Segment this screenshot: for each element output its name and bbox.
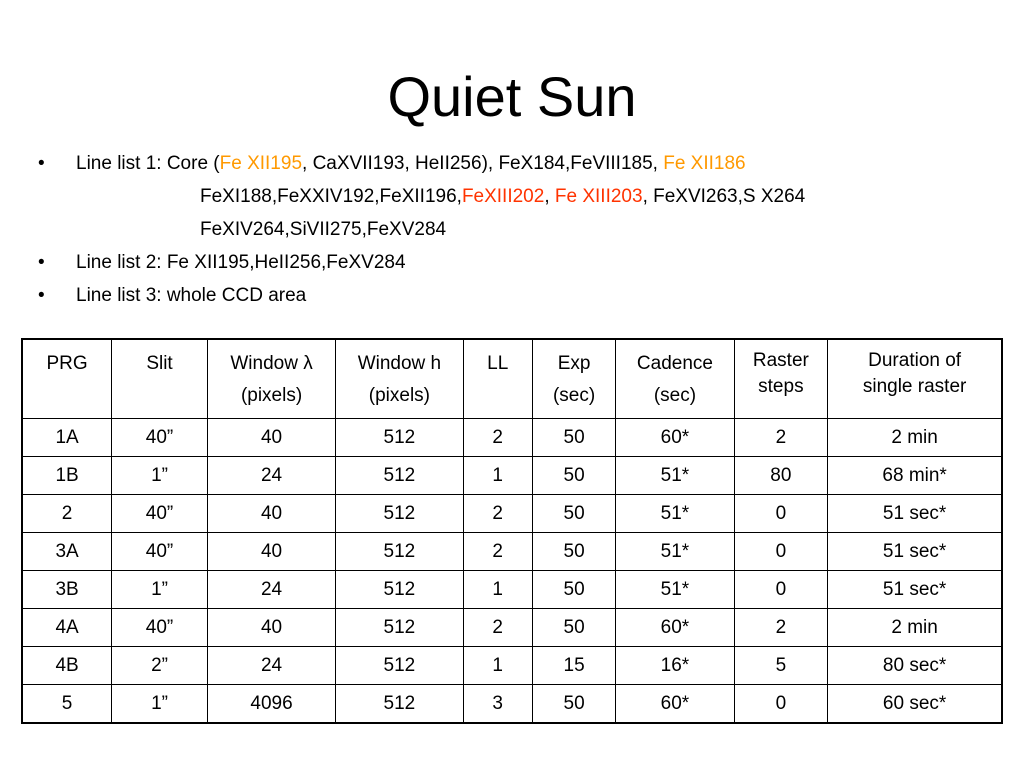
cell-duration: 60 sec*	[828, 685, 1002, 724]
cell-cadence: 51*	[616, 533, 734, 571]
cell-exp: 50	[532, 571, 616, 609]
bullet-text: FeXIV264,SiVII275,FeXV284	[200, 219, 447, 240]
cell-window-h: 512	[336, 685, 463, 724]
cell-duration: 2 min	[828, 609, 1002, 647]
header-cadence: Cadence (sec)	[616, 339, 734, 419]
highlight-fe-xiii203: Fe XIII203	[554, 186, 643, 207]
cell-cadence: 51*	[616, 571, 734, 609]
cell-ll: 1	[463, 647, 532, 685]
cell-slit: 40”	[112, 419, 208, 457]
cell-slit: 1”	[112, 457, 208, 495]
cell-window-lambda: 40	[207, 419, 335, 457]
cell-duration: 51 sec*	[828, 533, 1002, 571]
cell-ll: 2	[463, 419, 532, 457]
cell-raster-steps: 80	[734, 457, 828, 495]
cell-exp: 15	[532, 647, 616, 685]
header-exp: Exp (sec)	[532, 339, 616, 419]
bullet-marker: •	[38, 285, 45, 306]
cell-raster-steps: 2	[734, 609, 828, 647]
cell-slit: 2”	[112, 647, 208, 685]
cell-cadence: 60*	[616, 685, 734, 724]
cell-window-h: 512	[336, 571, 463, 609]
text-segment: Line list 1: Core (	[76, 153, 220, 174]
table-row	[22, 457, 1002, 495]
cell-slit: 1”	[112, 571, 208, 609]
cell-cadence: 51*	[616, 495, 734, 533]
table-row	[22, 533, 1002, 571]
cell-slit: 40”	[112, 495, 208, 533]
cell-window-lambda: 4096	[207, 685, 335, 724]
cell-exp: 50	[532, 685, 616, 724]
cell-prg: 4B	[22, 647, 112, 685]
bullet-text	[76, 147, 746, 180]
cell-window-h: 512	[336, 419, 463, 457]
cell-exp: 50	[532, 609, 616, 647]
cell-exp: 50	[532, 495, 616, 533]
cell-window-h: 512	[336, 495, 463, 533]
header-window-lambda: Window λ (pixels)	[207, 339, 335, 419]
page-title: Quiet Sun	[387, 65, 637, 128]
table-row	[22, 495, 1002, 533]
highlight-fe-xii195: Fe XII195	[219, 153, 303, 174]
cell-prg: 1A	[22, 419, 112, 457]
cell-raster-steps: 0	[734, 533, 828, 571]
cell-raster-steps: 0	[734, 495, 828, 533]
bullet-text	[200, 180, 805, 213]
cell-prg: 1B	[22, 457, 112, 495]
cell-prg: 3A	[22, 533, 112, 571]
text-segment: , FeXVI263,S X264	[642, 186, 806, 207]
cell-exp: 50	[532, 419, 616, 457]
header-slit: Slit	[112, 339, 208, 419]
cell-cadence: 51*	[616, 457, 734, 495]
cell-prg: 4A	[22, 609, 112, 647]
cell-exp: 50	[532, 457, 616, 495]
cell-window-lambda: 40	[207, 495, 335, 533]
cell-window-lambda: 40	[207, 533, 335, 571]
cell-window-h: 512	[336, 647, 463, 685]
cell-window-h: 512	[336, 609, 463, 647]
header-raster-steps: Raster steps	[734, 339, 828, 419]
cell-slit: 40”	[112, 609, 208, 647]
cell-raster-steps: 0	[734, 571, 828, 609]
cell-ll: 2	[463, 609, 532, 647]
cell-ll: 1	[463, 457, 532, 495]
cell-raster-steps: 2	[734, 419, 828, 457]
header-window-h: Window h (pixels)	[336, 339, 463, 419]
cell-slit: 40”	[112, 533, 208, 571]
cell-ll: 1	[463, 571, 532, 609]
cell-exp: 50	[532, 533, 616, 571]
highlight-fexiii202: FeXIII202	[461, 186, 545, 207]
cell-slit: 1”	[112, 685, 208, 724]
bullet-line-list-2	[38, 246, 998, 279]
text-segment: FeXI188,FeXXIV192,FeXII196,	[200, 186, 462, 207]
cell-duration: 51 sec*	[828, 495, 1002, 533]
bullet-continuation	[38, 180, 998, 213]
bullet-text: Line list 3: whole CCD area	[76, 285, 307, 306]
cell-duration: 68 min*	[828, 457, 1002, 495]
cell-window-h: 512	[336, 533, 463, 571]
cell-prg: 2	[22, 495, 112, 533]
cell-cadence: 60*	[616, 609, 734, 647]
cell-duration: 2 min	[828, 419, 1002, 457]
cell-prg: 5	[22, 685, 112, 724]
bullet-line-list-1	[38, 147, 998, 180]
bullet-line-list-3	[38, 279, 998, 312]
cell-cadence: 16*	[616, 647, 734, 685]
cell-prg: 3B	[22, 571, 112, 609]
bullet-marker: •	[38, 252, 45, 273]
cell-window-h: 512	[336, 457, 463, 495]
cell-window-lambda: 24	[207, 647, 335, 685]
cell-duration: 51 sec*	[828, 571, 1002, 609]
cell-window-lambda: 24	[207, 571, 335, 609]
text-segment: , CaXVII193, HeII256), FeX184,FeVIII185,	[302, 153, 664, 174]
bullet-continuation	[38, 213, 998, 246]
cell-ll: 2	[463, 495, 532, 533]
cell-raster-steps: 0	[734, 685, 828, 724]
bullet-marker: •	[38, 153, 45, 174]
table-row	[22, 647, 1002, 685]
text-segment: ,	[544, 186, 555, 207]
cell-raster-steps: 5	[734, 647, 828, 685]
cell-window-lambda: 40	[207, 609, 335, 647]
header-prg: PRG	[22, 339, 112, 419]
cell-ll: 2	[463, 533, 532, 571]
header-ll: LL	[463, 339, 532, 419]
table-row	[22, 609, 1002, 647]
table-row	[22, 419, 1002, 457]
bullet-text: Line list 2: Fe XII195,HeII256,FeXV284	[76, 252, 406, 273]
cell-duration: 80 sec*	[828, 647, 1002, 685]
header-duration: Duration of single raster	[828, 339, 1002, 419]
program-table	[21, 338, 1003, 724]
table-row	[22, 685, 1002, 724]
bullet-list	[38, 147, 998, 312]
cell-ll: 3	[463, 685, 532, 724]
cell-window-lambda: 24	[207, 457, 335, 495]
table-header-row	[22, 339, 1002, 419]
table-row	[22, 571, 1002, 609]
highlight-fe-xii186: Fe XII186	[663, 153, 746, 174]
cell-cadence: 60*	[616, 419, 734, 457]
